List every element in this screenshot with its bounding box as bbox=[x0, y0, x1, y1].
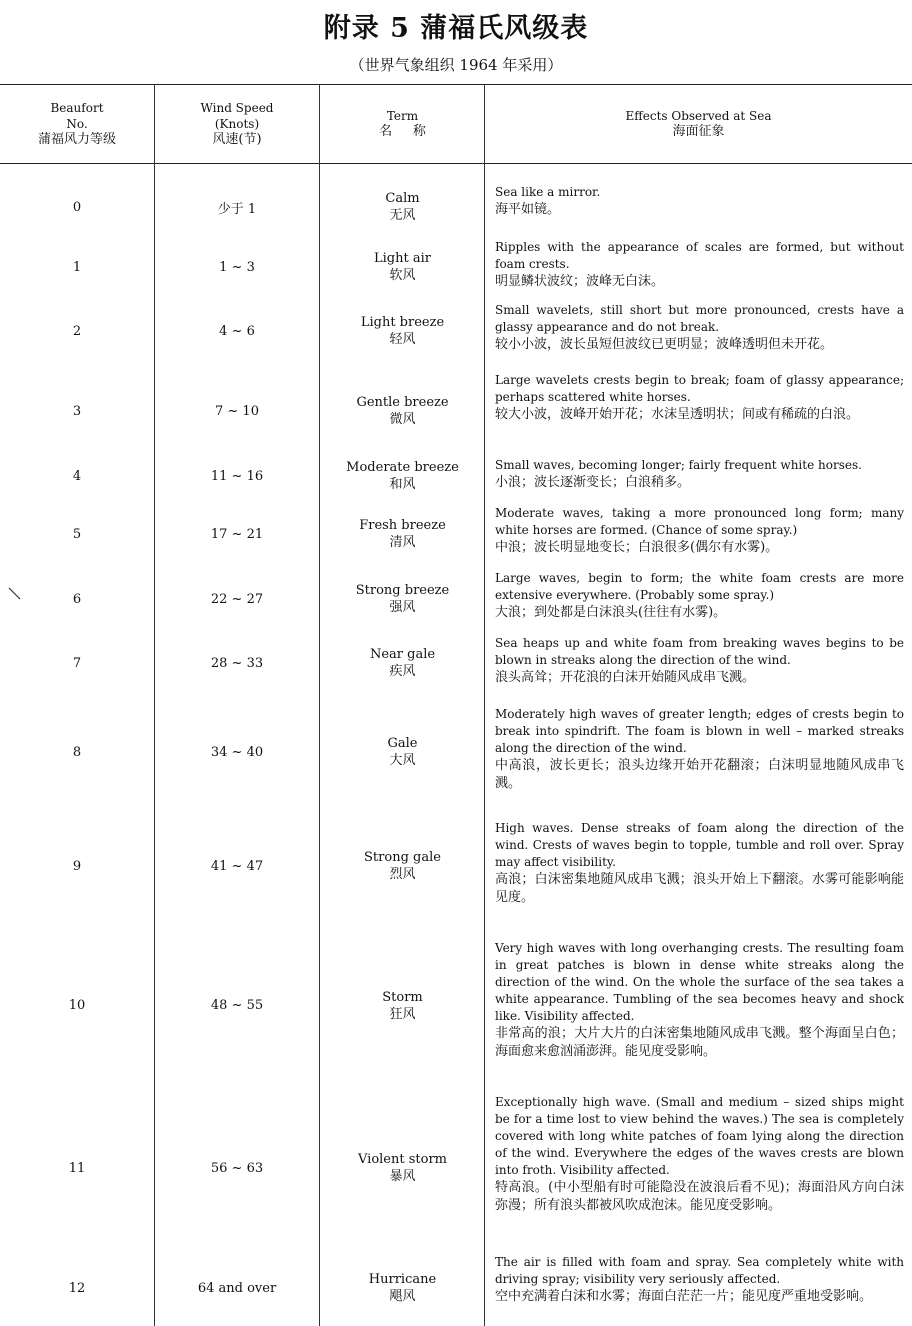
effect-en: The air is filled with foam and spray. Sea completely white with driving spray; visibility very seriously affected. bbox=[495, 1255, 904, 1286]
effect-en: Large waves, begin to form; the white foam crests are more extensive everywhere. (Probably some spray.) bbox=[495, 571, 904, 602]
table-row bbox=[0, 1092, 912, 1244]
term-en: Light breeze bbox=[360, 315, 445, 330]
beaufort-number: 2 bbox=[72, 323, 82, 339]
effect-zh: 较大小波，波峰开始开花；水沫呈透明状；间或有稀疏的白浪。 bbox=[495, 407, 860, 422]
table-row bbox=[0, 1252, 912, 1324]
page-subtitle: （世界气象组织 1964 年采用） bbox=[349, 56, 563, 74]
term bbox=[320, 568, 485, 630]
term bbox=[320, 818, 485, 914]
term bbox=[320, 1092, 485, 1244]
wind-speed: 少于 1 bbox=[217, 201, 257, 217]
effect-zh: 小浪；波长逐渐变长；白浪稍多。 bbox=[495, 475, 691, 490]
term-en: Moderate breeze bbox=[346, 460, 459, 475]
table-row bbox=[0, 370, 912, 452]
header-beaufort-en1: Beaufort bbox=[50, 100, 104, 115]
header-speed-en2: (Knots) bbox=[214, 116, 260, 131]
effects bbox=[495, 455, 904, 497]
wind-speed: 64 and over bbox=[197, 1280, 277, 1296]
effect-en: Small wavelets, still short but more pronounced, crests have a glassy appearance and do not break. bbox=[495, 303, 904, 334]
effect-en: Sea heaps up and white foam from breaking waves begins to be blown in streaks along the direction of the wind. bbox=[495, 636, 904, 667]
header-effects-zh: 海面征象 bbox=[672, 123, 725, 139]
beaufort-number: 6 bbox=[72, 591, 82, 607]
header-speed bbox=[155, 84, 319, 163]
header-speed-zh: 风速(节) bbox=[212, 131, 262, 147]
effect-en: Sea like a mirror. bbox=[495, 185, 601, 199]
term-en: Strong breeze bbox=[355, 583, 450, 598]
table-row bbox=[0, 182, 912, 232]
term-en: Violent storm bbox=[358, 1152, 447, 1167]
effect-zh: 浪头高耸；开花浪的白沫开始随风成串飞溅。 bbox=[495, 670, 756, 685]
term-en: Gale bbox=[387, 736, 418, 751]
term-en: Calm bbox=[385, 191, 420, 206]
term bbox=[320, 237, 485, 297]
beaufort-number: 1 bbox=[72, 259, 82, 275]
term-zh: 大风 bbox=[389, 753, 416, 768]
table-row bbox=[0, 300, 912, 362]
term-en: Near gale bbox=[369, 647, 436, 662]
effect-en: Moderate waves, taking a more pronounced long form; many white horses are formed. (Chance of some spray.) bbox=[495, 506, 904, 537]
term-zh: 清风 bbox=[389, 535, 416, 550]
term-en: Light air bbox=[374, 251, 431, 266]
term-zh: 微风 bbox=[389, 412, 416, 427]
table-row bbox=[0, 237, 912, 297]
effect-en: Small waves, becoming longer; fairly frequent white horses. bbox=[495, 458, 862, 472]
term-zh: 和风 bbox=[389, 477, 416, 492]
table-row bbox=[0, 818, 912, 914]
beaufort-number: 8 bbox=[72, 744, 82, 760]
effect-zh: 较小小波，波长虽短但波纹已更明显；波峰透明但未开花。 bbox=[495, 337, 834, 352]
term-zh: 轻风 bbox=[389, 332, 416, 347]
term-zh: 暴风 bbox=[389, 1169, 416, 1184]
header-bottom-rule bbox=[0, 163, 912, 164]
effect-en: Very high waves with long overhanging crests. The resulting foam in great patches is blown in dense white streaks along the direction of the wind. On the whole the surface of the sea takes a white appearance. Tumbling of the sea becomes heavy and shock like. Visibility affected. bbox=[495, 941, 904, 1023]
wind-speed: 22 ~ 27 bbox=[210, 591, 264, 607]
effect-en: Exceptionally high wave. (Small and medium – sized ships might be for a time lost to view behind the waves.) The sea is completely covered with long white patches of foam lying along the direction of the wind. Everywhere the edges of the waves crests are blown into froth. Visibility affected. bbox=[495, 1095, 904, 1177]
term bbox=[320, 633, 485, 693]
term-en: Hurricane bbox=[368, 1272, 437, 1287]
effect-en: Moderately high waves of greater length; edges of crests begin to break into spindrift. The foam is blown in well – marked streaks along the direction of the wind. bbox=[495, 707, 904, 755]
term-zh: 烈风 bbox=[389, 867, 416, 882]
header-effects-en: Effects Observed at Sea bbox=[625, 108, 772, 123]
effects bbox=[495, 1252, 904, 1324]
term-en: Gentle breeze bbox=[356, 395, 449, 410]
effects bbox=[495, 182, 904, 232]
effects bbox=[495, 237, 904, 297]
table-row bbox=[0, 568, 912, 630]
term-zh: 软风 bbox=[389, 268, 416, 283]
beaufort-number: 4 bbox=[72, 468, 82, 484]
term-zh: 狂风 bbox=[389, 1006, 416, 1022]
term-en: Strong gale bbox=[364, 850, 441, 865]
header-speed-en1: Wind Speed bbox=[200, 100, 274, 115]
header-term bbox=[320, 84, 485, 163]
beaufort-number: 11 bbox=[68, 1160, 86, 1176]
term bbox=[320, 938, 485, 1073]
wind-speed: 48 ~ 55 bbox=[210, 998, 264, 1013]
header-term-zh: 名 称 bbox=[379, 123, 426, 139]
term-zh: 飓风 bbox=[389, 1289, 416, 1304]
effect-zh: 空中充满着白沫和水雾；海面白茫茫一片；能见度严重地受影响。 bbox=[495, 1289, 873, 1304]
term-en: Storm bbox=[382, 989, 423, 1005]
beaufort-number: 3 bbox=[72, 403, 82, 419]
effects bbox=[495, 818, 904, 914]
header-effects bbox=[485, 84, 912, 163]
effects bbox=[495, 633, 904, 693]
beaufort-number: 0 bbox=[72, 199, 82, 215]
table-row bbox=[0, 938, 912, 1073]
beaufort-number: 7 bbox=[72, 655, 82, 671]
table-row bbox=[0, 633, 912, 693]
effects bbox=[495, 568, 904, 630]
effect-zh: 海平如镜。 bbox=[495, 202, 561, 217]
wind-speed: 7 ~ 10 bbox=[215, 403, 259, 419]
term-en: Fresh breeze bbox=[359, 518, 446, 533]
effects bbox=[495, 300, 904, 362]
effect-en: Ripples with the appearance of scales are formed, but without foam crests. bbox=[495, 240, 904, 271]
wind-speed: 1 ~ 3 bbox=[219, 259, 255, 275]
table-row bbox=[0, 455, 912, 497]
term bbox=[320, 455, 485, 497]
beaufort-number: 10 bbox=[68, 998, 86, 1013]
term bbox=[320, 182, 485, 232]
effects bbox=[495, 704, 904, 800]
wind-speed: 4 ~ 6 bbox=[219, 323, 255, 339]
effect-zh: 明显鳞状波纹；波峰无白沫。 bbox=[495, 274, 665, 289]
effect-zh: 中高浪，波长更长；浪头边缘开始开花翻滚；白沫明显地随风成串飞溅。 bbox=[495, 758, 904, 791]
header-beaufort-zh: 蒲福风力等级 bbox=[37, 131, 116, 147]
effects bbox=[495, 938, 904, 1073]
effects bbox=[495, 503, 904, 565]
term bbox=[320, 300, 485, 362]
term-zh: 疾风 bbox=[389, 664, 416, 679]
beaufort-number: 9 bbox=[72, 858, 82, 874]
header-beaufort bbox=[0, 84, 154, 163]
wind-speed: 34 ~ 40 bbox=[210, 744, 264, 760]
effect-zh: 非常高的浪；大片大片的白沫密集地随风成串飞溅。整个海面呈白色；海面愈来愈汹涌澎湃。能见度受影响。 bbox=[495, 1026, 904, 1059]
beaufort-number: 5 bbox=[72, 526, 82, 542]
term bbox=[320, 503, 485, 565]
table-row bbox=[0, 503, 912, 565]
effect-en: Large wavelets crests begin to break; foam of glassy appearance; perhaps scattered white horses. bbox=[495, 373, 904, 404]
effect-zh: 中浪；波长明显地变长；白浪很多(偶尔有水雾)。 bbox=[495, 540, 779, 555]
term bbox=[320, 1252, 485, 1324]
effect-zh: 大浪；到处都是白沫浪头(往往有水雾)。 bbox=[495, 605, 727, 620]
wind-speed: 41 ~ 47 bbox=[210, 858, 264, 874]
margin-pencil-mark bbox=[8, 587, 22, 601]
table-row bbox=[0, 704, 912, 800]
beaufort-number: 12 bbox=[68, 1280, 86, 1296]
term bbox=[320, 370, 485, 452]
effects bbox=[495, 370, 904, 452]
wind-speed: 17 ~ 21 bbox=[210, 526, 264, 542]
effects bbox=[495, 1092, 904, 1244]
wind-speed: 56 ~ 63 bbox=[210, 1160, 264, 1176]
page-title: 附录 5 蒲福氏风级表 bbox=[323, 13, 589, 44]
effect-en: High waves. Dense streaks of foam along the direction of the wind. Crests of waves begin to topple, tumble and roll over. Spray may affect visibility. bbox=[495, 821, 904, 869]
effect-zh: 高浪；白沫密集地随风成串飞溅；浪头开始上下翻滚。水雾可能影响能见度。 bbox=[495, 872, 904, 905]
header-beaufort-en2: No. bbox=[66, 116, 88, 131]
term bbox=[320, 704, 485, 800]
wind-speed: 28 ~ 33 bbox=[210, 655, 264, 671]
effect-zh: 特高浪。(中小型船有时可能隐没在波浪后看不见)；海面沿风方向白沫弥漫；所有浪头都被风吹成泡沫。能见度受影响。 bbox=[495, 1180, 904, 1213]
term-zh: 强风 bbox=[389, 600, 416, 615]
term-zh: 无风 bbox=[389, 208, 416, 223]
wind-speed: 11 ~ 16 bbox=[210, 468, 264, 484]
header-term-en: Term bbox=[386, 108, 419, 123]
